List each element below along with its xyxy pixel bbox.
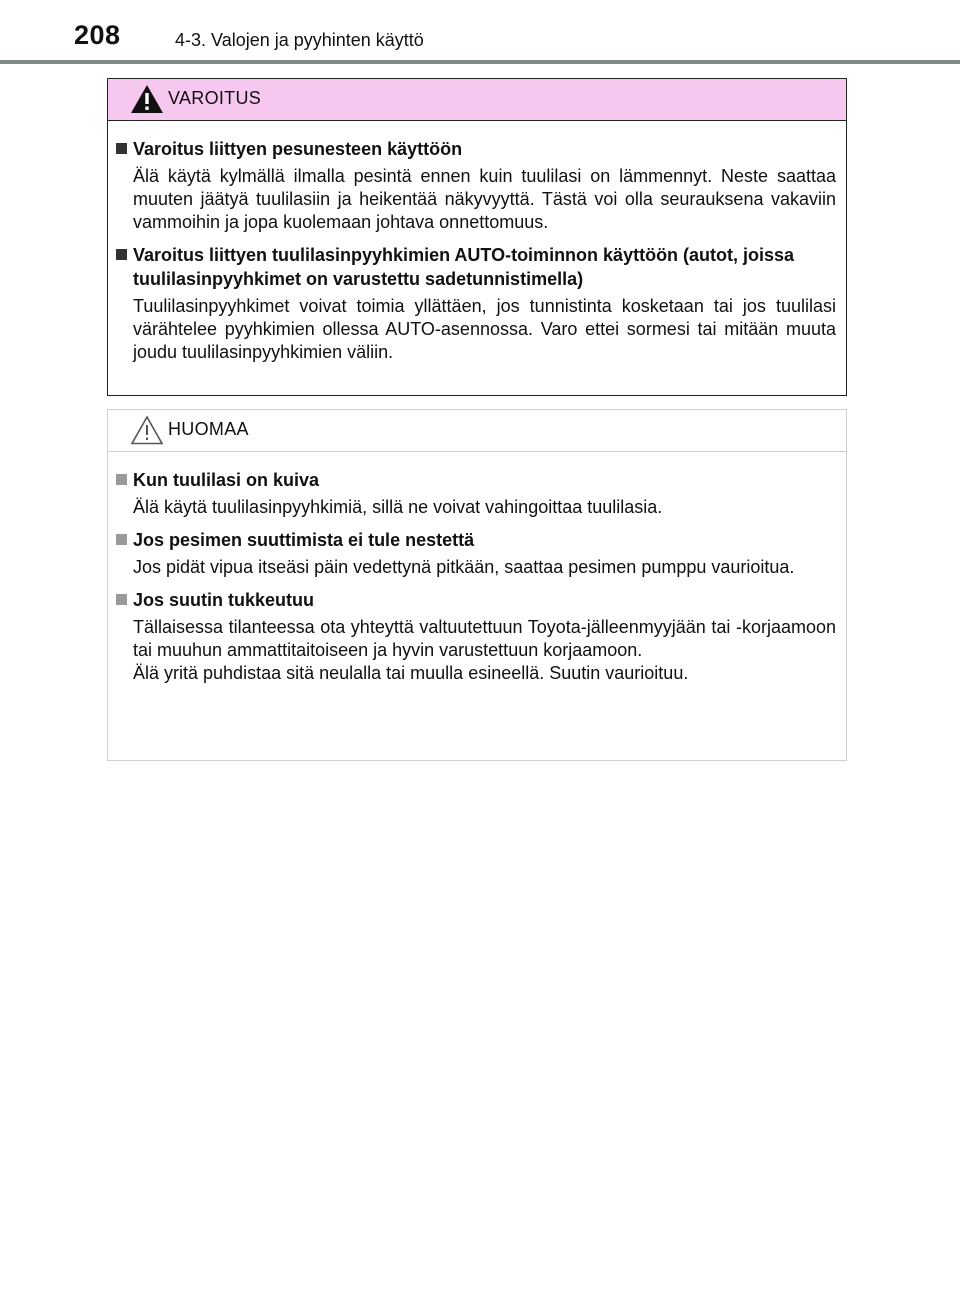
notice-item xyxy=(116,528,836,579)
warning-body xyxy=(108,121,846,364)
header-rule xyxy=(0,60,960,64)
notice-box xyxy=(107,409,847,761)
square-bullet-icon xyxy=(116,594,127,605)
warning-item-title: Varoitus liittyen tuulilasinpyyhkimien AUTO-toiminnon käyttöön (autot, joissa tuulilasinpyyhkimet on varustettu sadetunnistimella) xyxy=(133,245,795,289)
page-header xyxy=(0,0,960,64)
square-bullet-icon xyxy=(116,534,127,545)
warning-item xyxy=(116,137,836,234)
warning-item-text: Tuulilasinpyyhkimet voivat toimia yllättäen, jos tunnistinta kosketaan tai jos tuulilasi värähtelee pyyhkimien ollessa AUTO-asennossa. Varo ettei sormesi tai mitään muuta joudu tuulilasinpyyhkimien väliin. xyxy=(133,296,836,362)
warning-item xyxy=(116,243,836,364)
notice-item xyxy=(116,588,836,685)
square-bullet-icon xyxy=(116,249,127,260)
notice-label: HUOMAA xyxy=(168,419,249,439)
square-bullet-icon xyxy=(116,143,127,154)
notice-item xyxy=(116,468,836,519)
notice-item-text: Jos pidät vipua itseäsi päin vedettynä pitkään, saattaa pesimen pumppu vaurioitua. xyxy=(133,557,795,577)
warning-box xyxy=(107,78,847,396)
square-bullet-icon xyxy=(116,474,127,485)
notice-item-title: Kun tuulilasi on kuiva xyxy=(133,470,320,490)
notice-item-text: Älä käytä tuulilasinpyyhkimiä, sillä ne voivat vahingoittaa tuulilasia. xyxy=(133,497,663,517)
warning-item-text: Älä käytä kylmällä ilmalla pesintä ennen kuin tuulilasi on lämmennyt. Neste saattaa muuten jäätyä tuulilasiin ja heikentää näkyvyyttä. Tästä voi olla seurauksena vakaviin vammoihin ja jopa kuolemaan johtava onnettomuus. xyxy=(133,166,836,232)
page-number: 208 xyxy=(74,20,121,50)
notice-item-text: Tällaisessa tilanteessa ota yhteyttä valtuutettuun Toyota-jälleenmyyjään tai -korjaamoon tai muuhun ammattitaitoiseen ja hyvin varustettuun korjaamoon. Älä yritä puhdistaa sitä neulalla tai muulla esineellä. Suutin vaurioituu. xyxy=(133,617,836,683)
section-title: 4-3. Valojen ja pyyhinten käyttö xyxy=(175,30,424,50)
warning-triangle-outline-icon xyxy=(130,415,164,445)
warning-header xyxy=(108,79,846,121)
notice-item-title: Jos pesimen suuttimista ei tule nestettä xyxy=(133,530,475,550)
notice-item-title: Jos suutin tukkeutuu xyxy=(133,590,315,610)
notice-header xyxy=(108,410,846,452)
notice-body xyxy=(108,452,846,685)
warning-label: VAROITUS xyxy=(168,88,262,108)
warning-item-title: Varoitus liittyen pesunesteen käyttöön xyxy=(133,139,463,159)
warning-triangle-filled-icon xyxy=(130,84,164,114)
